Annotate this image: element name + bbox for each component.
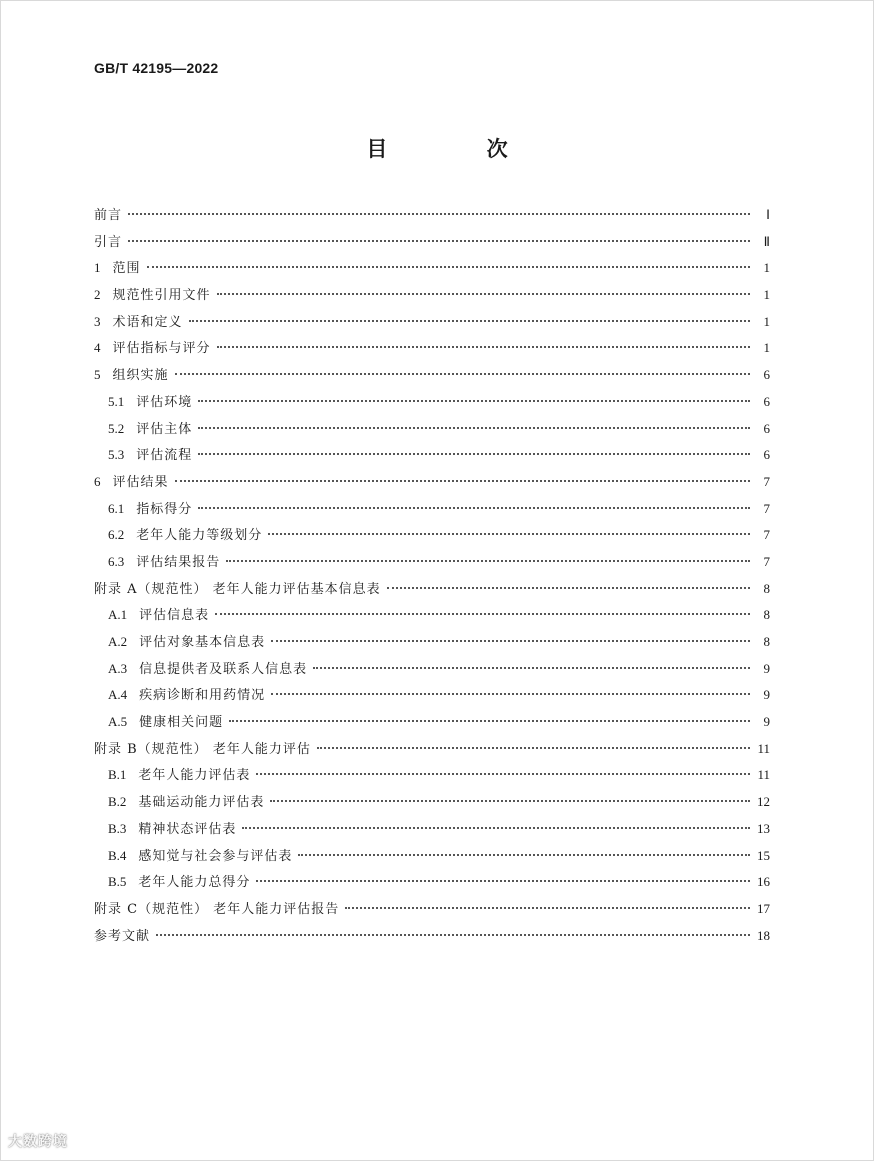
toc-dot-leader — [271, 640, 750, 642]
toc-entry-label: 评估主体 — [136, 421, 193, 437]
toc-entry-label: 引言 — [94, 234, 123, 250]
toc-entry-page: 1 — [763, 340, 770, 356]
toc-entry-number: 6.2 — [108, 527, 125, 543]
toc-entry-number: B.3 — [108, 820, 127, 836]
toc-dot-leader — [313, 667, 750, 669]
table-of-contents — [94, 204, 770, 951]
toc-entry-page: 8 — [763, 580, 770, 596]
toc-entry-number: 5.1 — [108, 393, 125, 409]
toc-entry-label: 范围 — [112, 261, 141, 277]
watermark-logo: 大数跨境 — [8, 1134, 68, 1150]
toc-dot-leader — [215, 613, 750, 615]
toc-dot-leader — [268, 533, 750, 535]
toc-dot-leader — [156, 934, 750, 936]
toc-entry-number: 1 — [94, 260, 101, 276]
toc-entry[interactable] — [94, 311, 770, 338]
toc-dot-leader — [271, 693, 750, 695]
toc-entry-label: 健康相关问题 — [139, 715, 224, 731]
toc-entry-page: 6 — [763, 447, 770, 463]
toc-entry-page: 11 — [757, 740, 770, 756]
toc-entry-number: A.4 — [108, 687, 128, 703]
toc-entry[interactable] — [94, 284, 770, 311]
toc-entry-label: 老年人能力总得分 — [138, 875, 251, 891]
toc-entry-number: 3 — [94, 313, 101, 329]
toc-entry-label: 前言 — [94, 208, 123, 223]
toc-entry-page: 11 — [757, 767, 770, 783]
toc-entry[interactable] — [94, 871, 770, 898]
toc-dot-leader — [226, 560, 750, 562]
standard-number: GB/T 42195—2022 — [94, 60, 219, 76]
toc-dot-leader — [175, 373, 750, 375]
toc-entry-label: 老年人能力评估表 — [138, 768, 251, 784]
toc-entry[interactable] — [94, 418, 770, 445]
toc-entry-number: 5 — [94, 367, 101, 383]
toc-dot-leader — [175, 480, 750, 482]
toc-entry[interactable] — [94, 231, 770, 258]
toc-dot-leader — [198, 453, 750, 455]
toc-entry-page: 12 — [757, 794, 770, 810]
toc-entry[interactable] — [94, 738, 770, 765]
toc-entry[interactable] — [94, 364, 770, 391]
toc-entry-page: 6 — [763, 393, 770, 409]
toc-entry-page: 15 — [757, 847, 770, 863]
toc-entry-label: 参考文献 — [94, 928, 151, 944]
toc-dot-leader — [128, 213, 750, 215]
toc-entry[interactable] — [94, 925, 770, 952]
toc-entry-label: 组织实施 — [112, 368, 169, 384]
toc-entry-label: 感知觉与社会参与评估表 — [138, 848, 293, 864]
toc-entry-number: 6.1 — [108, 500, 125, 516]
toc-entry-label: 附录 A（规范性） 老年人能力评估基本信息表 — [94, 581, 381, 597]
toc-entry[interactable] — [94, 684, 770, 711]
toc-entry-number: 4 — [94, 340, 101, 356]
toc-dot-leader — [147, 266, 750, 268]
toc-entry-page: 18 — [757, 927, 770, 943]
toc-dot-leader — [217, 293, 750, 295]
toc-entry[interactable] — [94, 578, 770, 605]
toc-entry-number: 6 — [94, 473, 101, 489]
toc-entry-label: 老年人能力等级划分 — [136, 528, 263, 544]
toc-entry[interactable] — [94, 711, 770, 738]
toc-entry-number: A.2 — [108, 634, 128, 649]
toc-entry-label: 附录 B（规范性） 老年人能力评估 — [94, 741, 311, 757]
toc-entry-page: Ⅰ — [766, 207, 770, 222]
toc-entry[interactable] — [94, 444, 770, 471]
toc-dot-leader — [242, 827, 750, 829]
toc-entry-page: 8 — [763, 607, 770, 623]
toc-entry-label: 评估结果报告 — [136, 554, 221, 570]
toc-entry-label: 疾病诊断和用药情况 — [139, 688, 266, 704]
toc-entry[interactable] — [94, 764, 770, 791]
toc-title: 目 次 — [366, 137, 554, 161]
toc-entry-number: 2 — [94, 287, 101, 303]
toc-dot-leader — [198, 400, 750, 402]
toc-entry-page: 7 — [763, 473, 770, 489]
toc-entry-label: 精神状态评估表 — [138, 821, 237, 837]
toc-entry-label: 术语和定义 — [112, 314, 183, 330]
toc-entry[interactable] — [94, 898, 770, 925]
toc-entry-page: 17 — [757, 900, 770, 916]
toc-entry[interactable] — [94, 845, 770, 872]
toc-dot-leader — [229, 720, 750, 722]
toc-entry-label: 评估环境 — [136, 394, 193, 410]
toc-entry-label: 附录 C（规范性） 老年人能力评估报告 — [94, 901, 340, 917]
toc-entry-page: 6 — [763, 420, 770, 436]
toc-entry[interactable] — [94, 257, 770, 284]
toc-entry-number: B.5 — [108, 874, 127, 890]
toc-entry[interactable] — [94, 818, 770, 845]
toc-dot-leader — [270, 800, 750, 802]
toc-entry-label: 信息提供者及联系人信息表 — [139, 661, 308, 677]
toc-entry-number: 5.3 — [108, 447, 125, 463]
toc-entry-number: A.3 — [108, 660, 128, 676]
toc-entry-page: 6 — [763, 367, 770, 383]
toc-entry-page: Ⅱ — [763, 233, 770, 249]
toc-entry-number: A.1 — [108, 607, 128, 623]
toc-entry-label: 基础运动能力评估表 — [138, 795, 265, 811]
toc-dot-leader — [217, 346, 750, 348]
toc-entry[interactable] — [94, 391, 770, 418]
toc-dot-leader — [128, 240, 750, 242]
toc-dot-leader — [256, 773, 750, 775]
toc-entry[interactable] — [94, 631, 770, 658]
toc-entry[interactable] — [94, 204, 770, 231]
toc-entry-label: 评估流程 — [136, 448, 193, 464]
toc-entry-label: 评估信息表 — [139, 608, 210, 624]
toc-entry[interactable] — [94, 658, 770, 685]
toc-entry-number: B.1 — [108, 767, 127, 783]
toc-entry-page: 1 — [763, 287, 770, 303]
toc-entry-label: 评估指标与评分 — [112, 341, 211, 357]
toc-entry[interactable] — [94, 498, 770, 525]
toc-entry-page: 16 — [757, 874, 770, 890]
toc-entry-number: 5.2 — [108, 420, 125, 436]
toc-entry-number: B.4 — [108, 847, 127, 863]
toc-entry-number: A.5 — [108, 714, 128, 730]
toc-entry[interactable] — [94, 337, 770, 364]
toc-entry-page: 8 — [763, 634, 770, 649]
toc-entry-label: 规范性引用文件 — [112, 288, 211, 304]
toc-dot-leader — [298, 854, 750, 856]
toc-entry[interactable] — [94, 524, 770, 551]
toc-dot-leader — [345, 907, 750, 909]
toc-entry-page: 7 — [763, 527, 770, 543]
toc-entry-page: 1 — [763, 313, 770, 329]
toc-entry-page: 13 — [757, 820, 770, 836]
toc-entry-number: B.2 — [108, 794, 127, 810]
toc-entry-label: 指标得分 — [136, 501, 193, 517]
toc-dot-leader — [387, 587, 750, 589]
toc-entry-page: 9 — [763, 714, 770, 730]
toc-dot-leader — [198, 507, 750, 509]
toc-entry-number: 6.3 — [108, 553, 125, 569]
toc-entry-page: 7 — [763, 553, 770, 569]
toc-entry[interactable] — [94, 791, 770, 818]
toc-entry[interactable] — [94, 471, 770, 498]
toc-entry-label: 评估对象基本信息表 — [139, 635, 266, 650]
toc-entry[interactable] — [94, 604, 770, 631]
toc-dot-leader — [189, 320, 750, 322]
toc-dot-leader — [198, 427, 750, 429]
toc-entry[interactable] — [94, 551, 770, 578]
toc-entry-page: 9 — [763, 687, 770, 703]
toc-entry-page: 9 — [763, 660, 770, 676]
toc-dot-leader — [256, 880, 750, 882]
toc-dot-leader — [317, 747, 750, 749]
toc-entry-label: 评估结果 — [112, 474, 169, 490]
toc-entry-page: 1 — [763, 260, 770, 276]
toc-entry-page: 7 — [763, 500, 770, 516]
